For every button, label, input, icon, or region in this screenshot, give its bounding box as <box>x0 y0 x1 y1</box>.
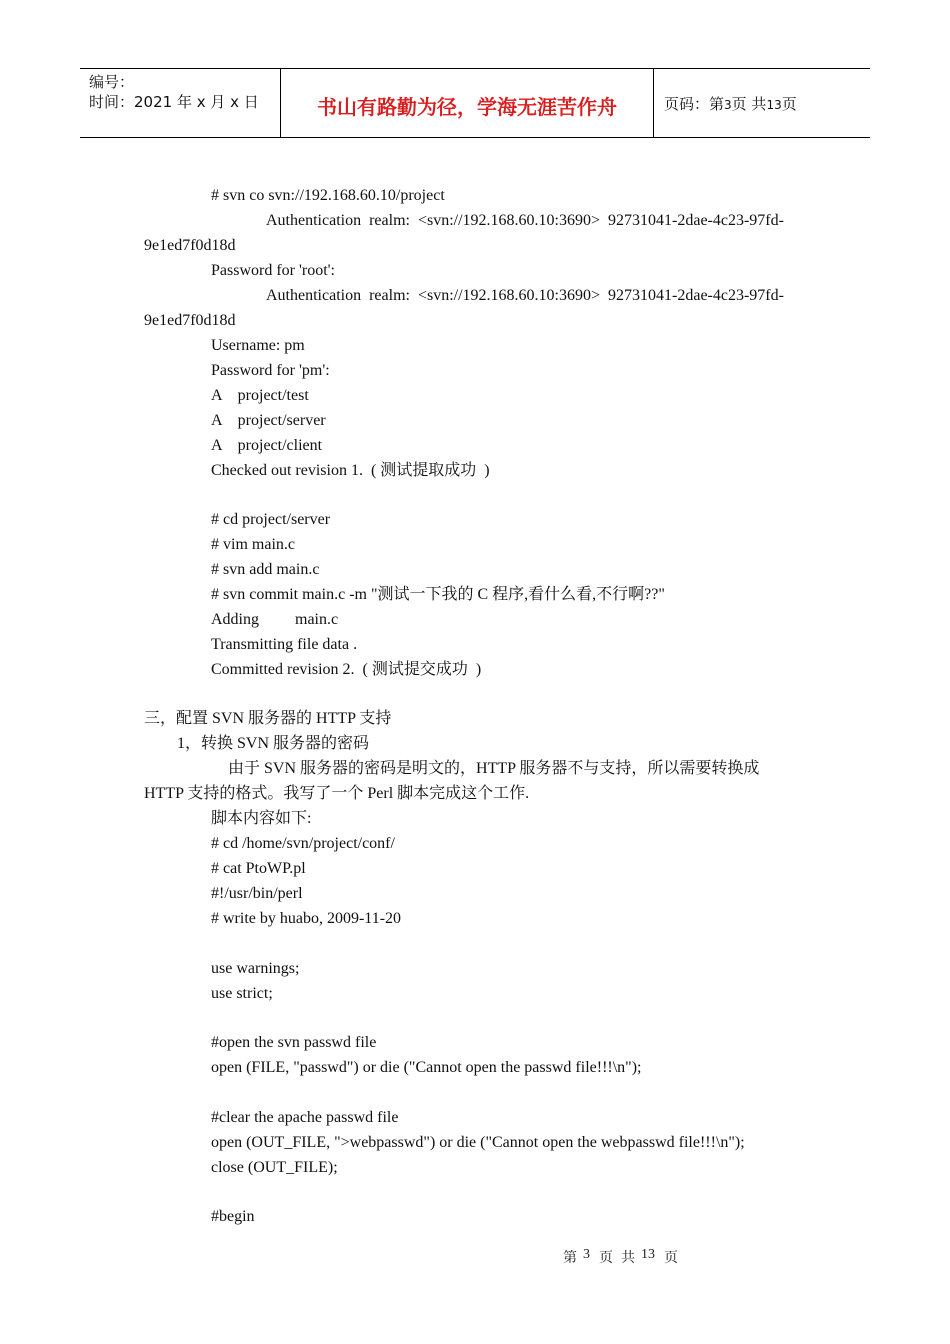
body-line: # write by huabo, 2009-11-20 <box>211 910 402 927</box>
header-meta <box>80 69 281 137</box>
header-number-label: 编号： <box>89 73 135 91</box>
section-heading: 三，配置 SVN 服务器的 HTTP 支持 <box>144 710 392 727</box>
body-line: Checked out revision 1. ( 测试提取成功 ) <box>211 462 490 479</box>
body-line: HTTP 支持的格式。我写了一个 Perl 脚本完成这个工作. <box>144 785 530 802</box>
body-line: # svn add main.c <box>211 561 320 578</box>
body-line: #!/usr/bin/perl <box>211 885 303 902</box>
body-line: open (OUT_FILE, ">webpasswd") or die ("Cannot open the webpasswd file!!!\n"); <box>211 1134 745 1151</box>
body-line: # cat PtoWP.pl <box>211 860 306 877</box>
body-line: use strict; <box>211 985 273 1002</box>
body-line: # cd /home/svn/project/conf/ <box>211 835 395 852</box>
footer-gong: 共 <box>621 1251 635 1266</box>
body-line: open (FILE, "passwd") or die ("Cannot open the passwd file!!!\n"); <box>211 1059 642 1076</box>
footer-page-number: 3 <box>583 1247 590 1262</box>
body-line: Password for 'root': <box>211 262 335 279</box>
body-line: A project/client <box>211 437 323 454</box>
body-line: close (OUT_FILE); <box>211 1159 338 1176</box>
body-line: #clear the apache passwd file <box>211 1109 399 1126</box>
body-line: #begin <box>211 1208 255 1225</box>
body-line: 9e1ed7f0d18d <box>144 237 236 254</box>
body-line: #open the svn passwd file <box>211 1034 377 1051</box>
header-page-info <box>654 69 870 137</box>
header-page-total: 13 <box>766 98 782 112</box>
body-line: # vim main.c <box>211 536 295 553</box>
body-line: # svn co svn://192.168.60.10/project <box>211 187 445 204</box>
body-line: Authentication realm: <svn://192.168.60.10:3690> 92731041-2dae-4c23-97fd- <box>266 287 784 304</box>
header-time-label: 时间：2021 年 x 月 x 日 <box>89 93 259 111</box>
body-line: 脚本内容如下: <box>211 810 312 827</box>
body-line: Adding main.c <box>211 611 339 628</box>
header-page-suffix: 页 <box>781 95 797 113</box>
header-motto: 书山有路勤为径，学海无涯苦作舟 <box>281 69 654 137</box>
page-header <box>80 68 870 138</box>
body-line: A project/server <box>211 412 326 429</box>
body-line: Transmitting file data . <box>211 636 358 653</box>
footer-total: 13 <box>641 1247 655 1262</box>
footer-di: 第 <box>563 1251 577 1266</box>
header-page-current: 3 <box>724 98 732 112</box>
body-line: # svn commit main.c -m "测试一下我的 C 程序,看什么看,不行啊??" <box>211 586 665 603</box>
footer-ye: 页 <box>599 1251 613 1266</box>
body-line: Authentication realm: <svn://192.168.60.10:3690> 92731041-2dae-4c23-97fd- <box>266 212 784 229</box>
body-line: Username: pm <box>211 337 305 354</box>
subsection-heading: 1，转换 SVN 服务器的密码 <box>177 735 370 752</box>
body-line: 9e1ed7f0d18d <box>144 312 236 329</box>
body-line: Committed revision 2. ( 测试提交成功 ) <box>211 661 482 678</box>
body-line: use warnings; <box>211 960 300 977</box>
body-line: 由于 SVN 服务器的密码是明文的，HTTP 服务器不与支持，所以需要转换成 <box>228 760 760 777</box>
footer-ye2: 页 <box>664 1251 678 1266</box>
body-line: Password for 'pm': <box>211 362 330 379</box>
body-line: A project/test <box>211 387 309 404</box>
header-page-prefix: 页码：第 <box>664 95 725 113</box>
header-page-mid: 页 共 <box>731 95 767 113</box>
body-line: # cd project/server <box>211 511 331 528</box>
